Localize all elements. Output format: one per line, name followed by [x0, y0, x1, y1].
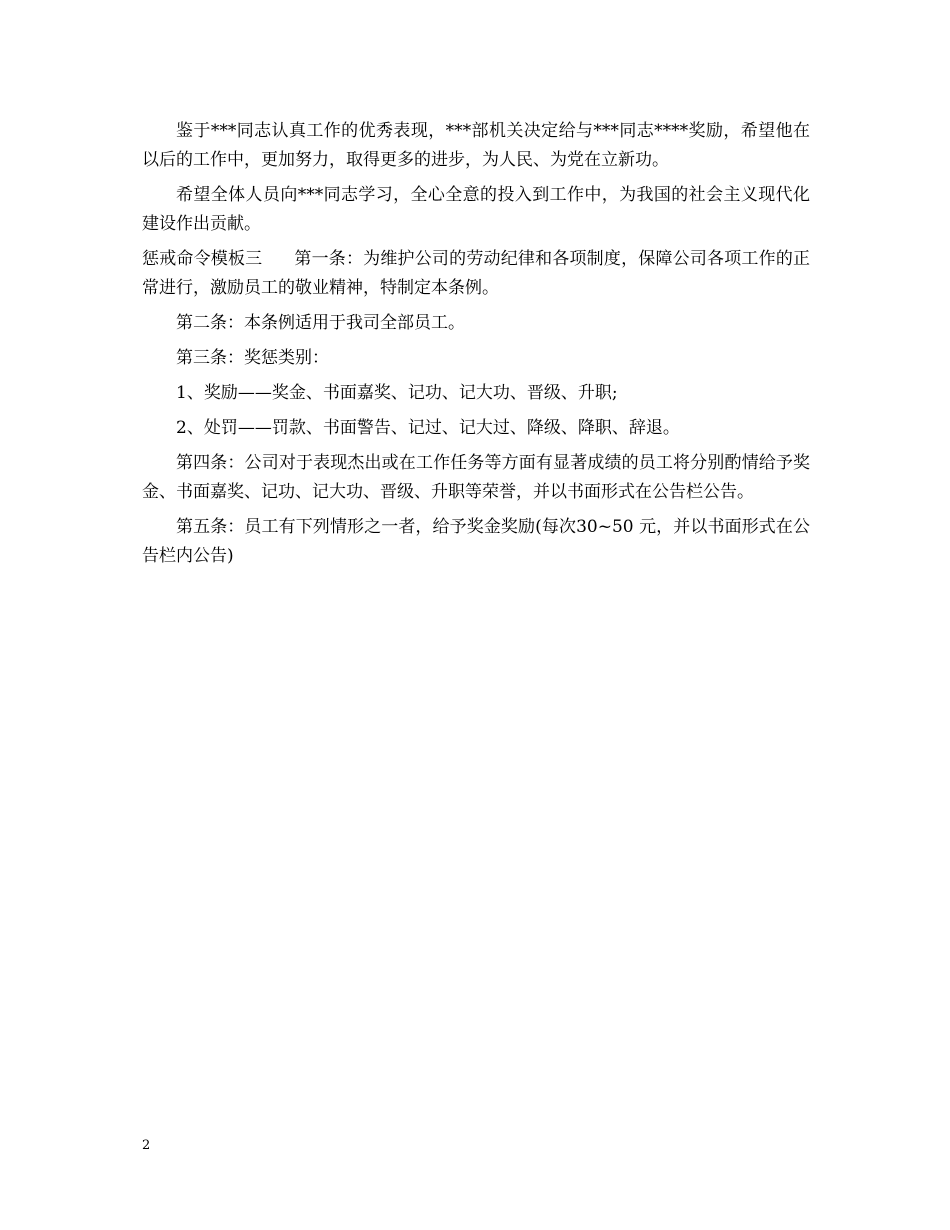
clause-fourth: 第四条：公司对于表现杰出或在工作任务等方面有显著成绩的员工将分别酌情给予奖金、书面嘉奖、记功、记大功、晋级、升职等荣誉，并以书面形式在公告栏公告。: [142, 453, 810, 502]
document-body: [142, 117, 810, 577]
reward-list-item: 1、奖励——奖金、书面嘉奖、记功、记大功、晋级、升职;: [176, 383, 618, 403]
clause-fifth: 第五条：员工有下列情形之一者，给予奖金奖励(每次30~50 元，并以书面形式在公告栏内公告): [142, 517, 810, 566]
clause-third: 第三条：奖惩类别：: [176, 348, 329, 368]
clause-second: 第二条：本条例适用于我司全部员工。: [176, 313, 465, 333]
clause-first: 第一条：为维护公司的劳动纪律和各项制度，保障公司各项工作的正常进行，激励员工的敬业精神，特制定本条例。: [142, 249, 811, 298]
section-template-three: [142, 245, 810, 303]
penalty-list-item: 2、处罚——罚款、书面警告、记过、记大过、降级、降职、辞退。: [176, 418, 680, 438]
page-number: 2: [142, 1138, 151, 1153]
paragraph-call-to-learn: 希望全体人员向***同志学习，全心全意的投入到工作中，为我国的社会主义现代化建设作出贡献。: [142, 185, 810, 234]
section-heading: 惩戒命令模板三: [142, 249, 263, 269]
paragraph-commendation: 鉴于***同志认真工作的优秀表现，***部机关决定给与***同志****奖励，希望他在以后的工作中，更加努力，取得更多的进步，为人民、为党在立新功。: [142, 121, 810, 170]
